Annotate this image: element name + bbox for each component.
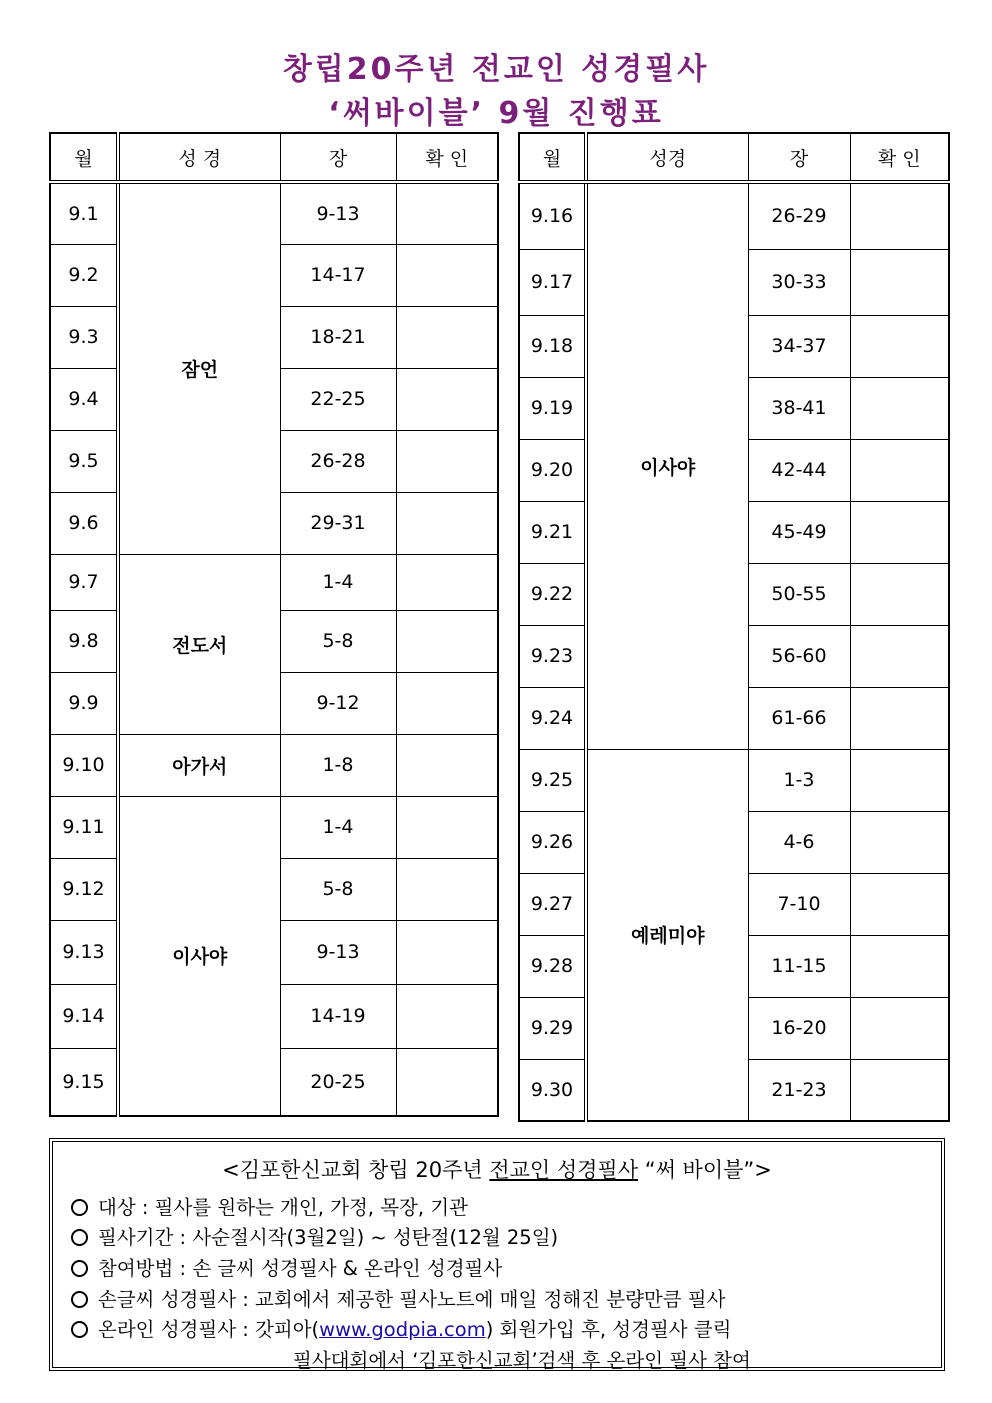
chapter-cell: 9-13 bbox=[280, 182, 396, 244]
check-cell[interactable] bbox=[850, 687, 949, 749]
book-cell: 이사야 bbox=[118, 796, 280, 1116]
info-heading-pre: <김포한신교회 창립 20주년 bbox=[222, 1158, 490, 1182]
check-cell[interactable] bbox=[396, 244, 498, 306]
header-chapter: 장 bbox=[280, 133, 396, 182]
date-cell: 9.16 bbox=[519, 182, 586, 249]
table-row bbox=[50, 796, 498, 858]
info-box bbox=[49, 1138, 945, 1371]
circle-bullet-icon bbox=[71, 1321, 88, 1338]
date-cell: 9.4 bbox=[50, 368, 118, 430]
info-line-online-2: 필사대회에서 ‘김포한신교회’검색 후 온라인 필사 참여 bbox=[293, 1349, 751, 1372]
chapter-cell: 61-66 bbox=[748, 687, 850, 749]
date-cell: 9.10 bbox=[50, 734, 118, 796]
check-cell[interactable] bbox=[850, 439, 949, 501]
header-check: 확 인 bbox=[850, 133, 949, 182]
chapter-cell: 5-8 bbox=[280, 610, 396, 672]
header-chapter: 장 bbox=[748, 133, 850, 182]
chapter-cell: 14-19 bbox=[280, 984, 396, 1048]
info-line-handwriting bbox=[71, 1284, 725, 1312]
circle-bullet-icon bbox=[71, 1260, 88, 1277]
circle-bullet-icon bbox=[71, 1291, 88, 1308]
chapter-cell: 42-44 bbox=[748, 439, 850, 501]
check-cell[interactable] bbox=[850, 501, 949, 563]
check-cell[interactable] bbox=[850, 182, 949, 249]
header-month: 월 bbox=[50, 133, 118, 182]
date-cell: 9.1 bbox=[50, 182, 118, 244]
info-line-text: 손글씨 성경필사 : 교회에서 제공한 필사노트에 매일 정해진 분량만큼 필사 bbox=[98, 1288, 726, 1311]
date-cell: 9.25 bbox=[519, 749, 586, 811]
date-cell: 9.13 bbox=[50, 920, 118, 984]
chapter-cell: 26-29 bbox=[748, 182, 850, 249]
date-cell: 9.9 bbox=[50, 672, 118, 734]
date-cell: 9.12 bbox=[50, 858, 118, 920]
check-cell[interactable] bbox=[850, 935, 949, 997]
date-cell: 9.26 bbox=[519, 811, 586, 873]
chapter-cell: 45-49 bbox=[748, 501, 850, 563]
chapter-cell: 4-6 bbox=[748, 811, 850, 873]
check-cell[interactable] bbox=[396, 796, 498, 858]
check-cell[interactable] bbox=[850, 625, 949, 687]
info-heading bbox=[53, 1154, 941, 1184]
chapter-cell: 56-60 bbox=[748, 625, 850, 687]
check-cell[interactable] bbox=[396, 430, 498, 492]
date-cell: 9.27 bbox=[519, 873, 586, 935]
info-line-text: 온라인 성경필사 : 갓피아( bbox=[98, 1318, 320, 1341]
date-cell: 9.30 bbox=[519, 1059, 586, 1121]
table-row bbox=[50, 182, 498, 244]
date-cell: 9.20 bbox=[519, 439, 586, 501]
date-cell: 9.21 bbox=[519, 501, 586, 563]
chapter-cell: 1-8 bbox=[280, 734, 396, 796]
date-cell: 9.17 bbox=[519, 249, 586, 315]
chapter-cell: 22-25 bbox=[280, 368, 396, 430]
header-month: 월 bbox=[519, 133, 586, 182]
table-row bbox=[519, 182, 949, 249]
check-cell[interactable] bbox=[850, 749, 949, 811]
date-cell: 9.24 bbox=[519, 687, 586, 749]
check-cell[interactable] bbox=[396, 672, 498, 734]
chapter-cell: 7-10 bbox=[748, 873, 850, 935]
info-line-period bbox=[71, 1222, 558, 1250]
chapter-cell: 26-28 bbox=[280, 430, 396, 492]
date-cell: 9.23 bbox=[519, 625, 586, 687]
info-heading-post: “써 바이블”> bbox=[638, 1158, 772, 1182]
check-cell[interactable] bbox=[850, 563, 949, 625]
info-line-text: ) 회원가입 후, 성경필사 클릭 bbox=[485, 1318, 732, 1341]
check-cell[interactable] bbox=[396, 610, 498, 672]
check-cell[interactable] bbox=[396, 368, 498, 430]
table-header-row bbox=[519, 133, 949, 182]
check-cell[interactable] bbox=[396, 554, 498, 610]
chapter-cell: 38-41 bbox=[748, 377, 850, 439]
date-cell: 9.11 bbox=[50, 796, 118, 858]
date-cell: 9.28 bbox=[519, 935, 586, 997]
info-line-text: 필사기간 : 사순절시작(3월2일) ~ 성탄절(12월 25일) bbox=[98, 1226, 559, 1249]
chapter-cell: 11-15 bbox=[748, 935, 850, 997]
table-row bbox=[50, 554, 498, 610]
date-cell: 9.19 bbox=[519, 377, 586, 439]
chapter-cell: 1-3 bbox=[748, 749, 850, 811]
chapter-cell: 21-23 bbox=[748, 1059, 850, 1121]
book-cell: 잠언 bbox=[118, 182, 280, 554]
info-line-target bbox=[71, 1192, 468, 1220]
header-check: 확 인 bbox=[396, 133, 498, 182]
date-cell: 9.14 bbox=[50, 984, 118, 1048]
check-cell[interactable] bbox=[396, 984, 498, 1048]
chapter-cell: 1-4 bbox=[280, 796, 396, 858]
check-cell[interactable] bbox=[396, 1048, 498, 1116]
check-cell[interactable] bbox=[396, 306, 498, 368]
circle-bullet-icon bbox=[71, 1199, 88, 1216]
check-cell[interactable] bbox=[850, 811, 949, 873]
book-cell: 이사야 bbox=[586, 182, 748, 749]
chapter-cell: 1-4 bbox=[280, 554, 396, 610]
chapter-cell: 18-21 bbox=[280, 306, 396, 368]
circle-bullet-icon bbox=[71, 1229, 88, 1246]
check-cell[interactable] bbox=[396, 858, 498, 920]
date-cell: 9.3 bbox=[50, 306, 118, 368]
table-row bbox=[50, 734, 498, 796]
chapter-cell: 14-17 bbox=[280, 244, 396, 306]
check-cell[interactable] bbox=[850, 377, 949, 439]
book-cell: 예레미야 bbox=[586, 749, 748, 1121]
date-cell: 9.18 bbox=[519, 315, 586, 377]
info-line-text: 참여방법 : 손 글씨 성경필사 & 온라인 성경필사 bbox=[98, 1257, 503, 1280]
check-cell[interactable] bbox=[850, 997, 949, 1059]
godpia-link[interactable]: www.godpia.com bbox=[319, 1318, 486, 1341]
chapter-cell: 9-12 bbox=[280, 672, 396, 734]
chapter-cell: 16-20 bbox=[748, 997, 850, 1059]
page-subtitle: ‘써바이블’ 9월 진행표 bbox=[328, 96, 664, 131]
table-row bbox=[519, 749, 949, 811]
check-cell[interactable] bbox=[850, 873, 949, 935]
chapter-cell: 50-55 bbox=[748, 563, 850, 625]
date-cell: 9.6 bbox=[50, 492, 118, 554]
chapter-cell: 30-33 bbox=[748, 249, 850, 315]
date-cell: 9.22 bbox=[519, 563, 586, 625]
chapter-cell: 5-8 bbox=[280, 858, 396, 920]
check-cell[interactable] bbox=[396, 492, 498, 554]
chapter-cell: 34-37 bbox=[748, 315, 850, 377]
check-cell[interactable] bbox=[850, 1059, 949, 1121]
check-cell[interactable] bbox=[396, 182, 498, 244]
date-cell: 9.5 bbox=[50, 430, 118, 492]
date-cell: 9.15 bbox=[50, 1048, 118, 1116]
book-cell: 아가서 bbox=[118, 734, 280, 796]
chapter-cell: 9-13 bbox=[280, 920, 396, 984]
date-cell: 9.29 bbox=[519, 997, 586, 1059]
chapter-cell: 29-31 bbox=[280, 492, 396, 554]
chapter-cell: 20-25 bbox=[280, 1048, 396, 1116]
date-cell: 9.8 bbox=[50, 610, 118, 672]
info-line-online bbox=[71, 1314, 732, 1342]
check-cell[interactable] bbox=[396, 920, 498, 984]
page-title: 창립20주년 전교인 성경필사 bbox=[282, 52, 710, 87]
check-cell[interactable] bbox=[850, 315, 949, 377]
date-cell: 9.2 bbox=[50, 244, 118, 306]
info-heading-underlined: 전교인 성경필사 bbox=[489, 1158, 639, 1182]
schedule-table-left bbox=[49, 132, 499, 1117]
header-book: 성경 bbox=[586, 133, 748, 182]
check-cell[interactable] bbox=[396, 734, 498, 796]
info-line-text: 대상 : 필사를 원하는 개인, 가정, 목장, 기관 bbox=[98, 1196, 468, 1219]
header-book: 성 경 bbox=[118, 133, 280, 182]
book-cell: 전도서 bbox=[118, 554, 280, 734]
date-cell: 9.7 bbox=[50, 554, 118, 610]
check-cell[interactable] bbox=[850, 249, 949, 315]
info-line-method bbox=[71, 1253, 502, 1281]
table-header-row bbox=[50, 133, 498, 182]
schedule-table-right bbox=[518, 132, 950, 1122]
